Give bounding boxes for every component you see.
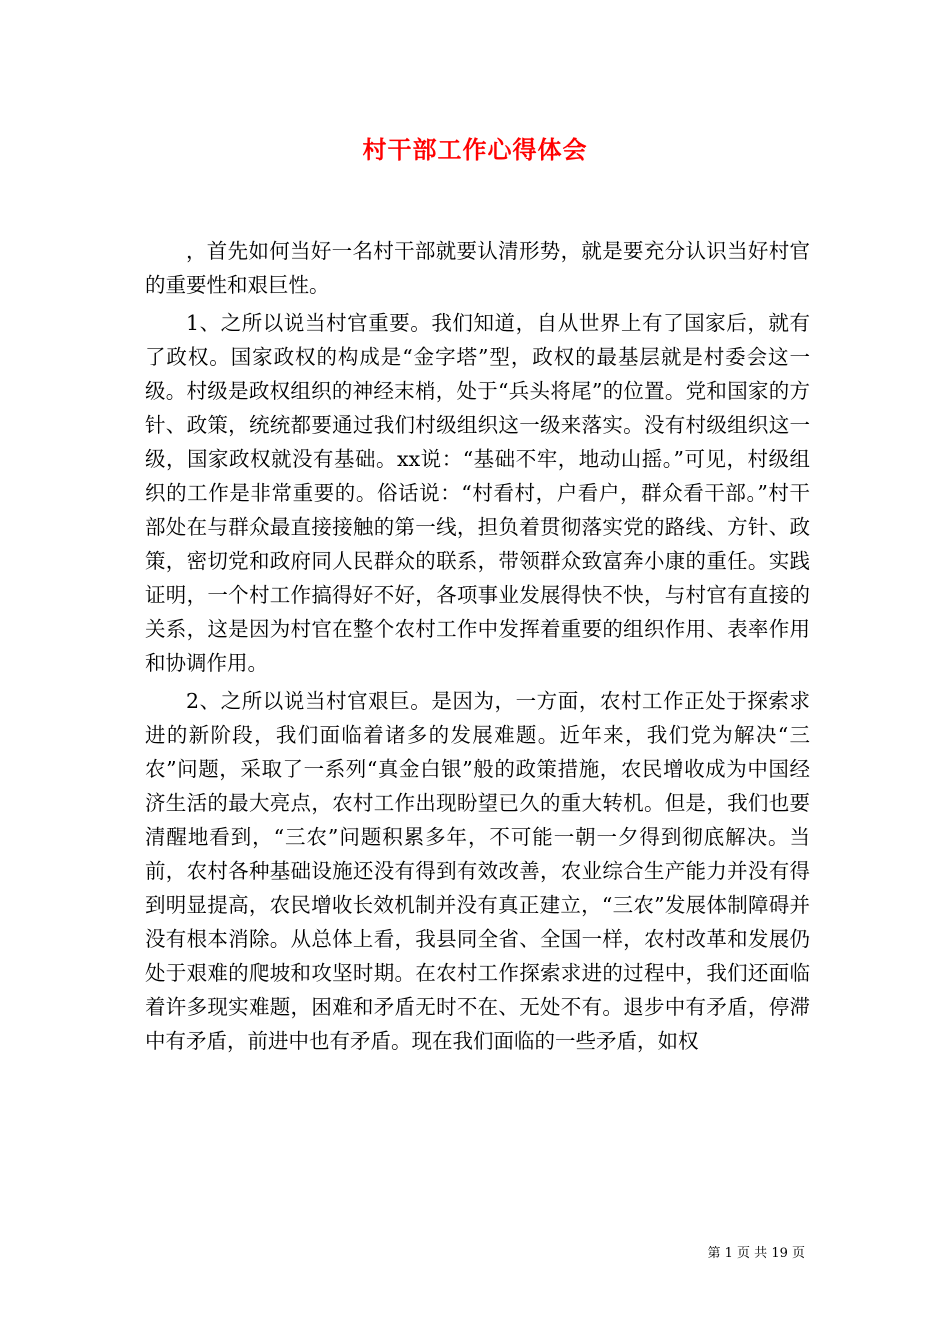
paragraph-intro: ，首先如何当好一名村干部就要认清形势，就是要充分认识当好村官的重要性和艰巨性。 <box>145 239 810 297</box>
page-number-footer: 第 1 页 共 19 页 <box>707 1246 805 1261</box>
paragraph-point-1: 1、之所以说当村官重要。我们知道，自从世界上有了国家后，就有了政权。国家政权的构成是“金字塔”型，政权的最基层就是村委会这一级。村级是政权组织的神经末梢，处于“兵头将尾”的位置。党和国家的方针、政策，统统都要通过我们村级组织这一级来落实。没有村级组织这一级，国家政权就没有基础。xx说：“基础不牢，地动山摇。”可见，村级组织的工作是非常重要的。俗话说：“村看村，户看户，群众看干部。”村干部处在与群众最直接接触的第一线，担负着贯彻落实党的路线、方针、政策，密切党和政府同人民群众的联系，带领群众致富奔小康的重任。实践证明，一个村工作搞得好不好，各项事业发展得快不快，与村官有直接的关系，这是因为村官在整个农村工作中发挥着重要的组织作用、表率作用和协调作用。 <box>145 311 810 675</box>
document-body <box>145 234 810 1062</box>
paragraph-point-2: 2、之所以说当村官艰巨。是因为，一方面，农村工作正处于探索求进的新阶段，我们面临着诸多的发展难题。近年来，我们党为解决“三农”问题，采取了一系列“真金白银”般的政策措施，农民增收成为中国经济生活的最大亮点，农村工作出现盼望已久的重大转机。但是，我们也要清醒地看到，“三农”问题积累多年，不可能一朝一夕得到彻底解决。当前，农村各种基础设施还没有得到有效改善，农业综合生产能力并没有得到明显提高，农民增收长效机制并没有真正建立，“三农”发展体制障碍并没有根本消除。从总体上看，我县同全省、全国一样，农村改革和发展仍处于艰难的爬坡和攻坚时期。在农村工作探索求进的过程中，我们还面临着许多现实难题，困难和矛盾无时不在、无处不有。退步中有矛盾，停滞中有矛盾，前进中也有矛盾。现在我们面临的一些矛盾，如权 <box>145 689 810 1053</box>
document-title: 村干部工作心得体会 <box>362 135 588 164</box>
